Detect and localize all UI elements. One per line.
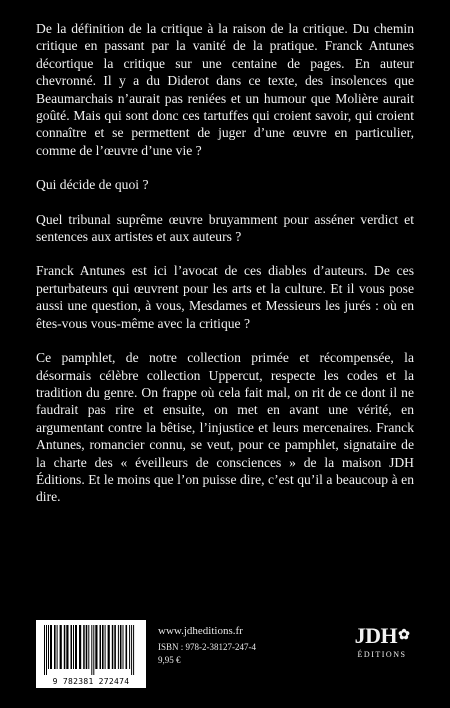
barcode-bar [86, 625, 88, 669]
barcode-bar [131, 625, 132, 675]
barcode-bar [50, 625, 52, 669]
barcode-bar [64, 625, 66, 669]
barcode-bar [91, 625, 92, 675]
publisher-logo-subtext: ÉDITIONS [357, 650, 407, 659]
book-price: 9,95 € [158, 655, 181, 665]
barcode-bar [123, 625, 124, 669]
blurb-paragraph-3: Quel tribunal suprême œuvre bruyamment pour asséner verdict et sentences aux artistes et aux auteurs ? [36, 211, 414, 245]
publisher-logo-text: JDH [354, 623, 398, 648]
back-cover-footer [36, 620, 414, 690]
barcode-bar [71, 625, 73, 669]
barcode-bar [88, 625, 89, 669]
publisher-website: www.jdheditions.fr [158, 625, 243, 637]
isbn-number: ISBN : 978-2-38127-247-4 [158, 642, 256, 652]
blurb-paragraph-2: Qui décide de quoi ? [36, 177, 149, 193]
barcode-bar [114, 625, 116, 669]
barcode-bar [102, 625, 104, 669]
barcode-bar [73, 625, 74, 669]
barcode-bar [120, 625, 122, 669]
swirl-icon: ✿ [398, 628, 410, 643]
barcode-bar [108, 625, 110, 669]
barcode-bars [36, 620, 146, 676]
barcode-bar [44, 625, 45, 675]
blurb-paragraph-1: De la définition de la critique à la raison de la critique. Du chemin critique en passant par la vanité de la pratique. Franck Antunes décortique la critique sur une centaine de pages. En auteur chevronné. Il y a du Diderot dans ce texte, des insolences que Beaumarchais n’aurait pas reniées et un humour que Molière aurait goûté. Mais qui sont donc ces tartuffes qui croient savoir, qui croient connaître et se permettent de juger d’une œuvre en particulier, comme de l’œuvre d’une vie ? [36, 21, 414, 158]
barcode-bar [66, 625, 68, 669]
isbn-barcode [36, 620, 146, 688]
blurb-paragraph-4: Franck Antunes est ici l’avocat de ces diables d’auteurs. De ces perturbateurs qui œuvrent pour les arts et la culture. Et il vous pose aussi une question, à vous, Mesdames et Messieurs les jurés : où en êtes-vous vous-même avec la critique ? [36, 263, 414, 331]
barcode-bar [129, 625, 130, 669]
barcode-bar [133, 625, 134, 675]
barcode-bar [95, 625, 97, 669]
barcode-bar [83, 625, 85, 669]
barcode-bar [79, 625, 81, 669]
publisher-info [158, 623, 256, 667]
barcode-bar [118, 625, 119, 669]
barcode-bar [48, 625, 49, 669]
barcode-bar [57, 625, 58, 669]
barcode-bar [46, 625, 47, 675]
barcode-bar [126, 625, 128, 669]
barcode-bar [105, 625, 106, 669]
barcode-bar [60, 625, 62, 669]
barcode-bar [54, 625, 56, 669]
barcode-bar [75, 625, 77, 669]
barcode-digits: 9 782381 272474 [52, 677, 130, 686]
blurb-paragraph-5: Ce pamphlet, de notre collection primée et récompensée, la désormais célèbre collection Uppercut, respecte les codes et la tradition du genre. On frappe où cela fait mal, on rit de ce dont il ne faudrait pas rire et ensuite, on met en avant une vérité, en argumentant contre la bêtise, l’injustice et leurs mercenaires. Franck Antunes, romancier connu, se veut, pour ce pamphlet, signataire de la charte des « éveilleurs de consciences » de la maison JDH Éditions. Et le moins que l’on puisse dire, c’est qu’il a beaucoup à en dire. [36, 350, 414, 505]
barcode-bar [112, 625, 114, 669]
back-cover-blurb [36, 20, 414, 506]
barcode-bar [93, 625, 94, 675]
publisher-logo [352, 624, 412, 659]
barcode-bar [100, 625, 102, 669]
